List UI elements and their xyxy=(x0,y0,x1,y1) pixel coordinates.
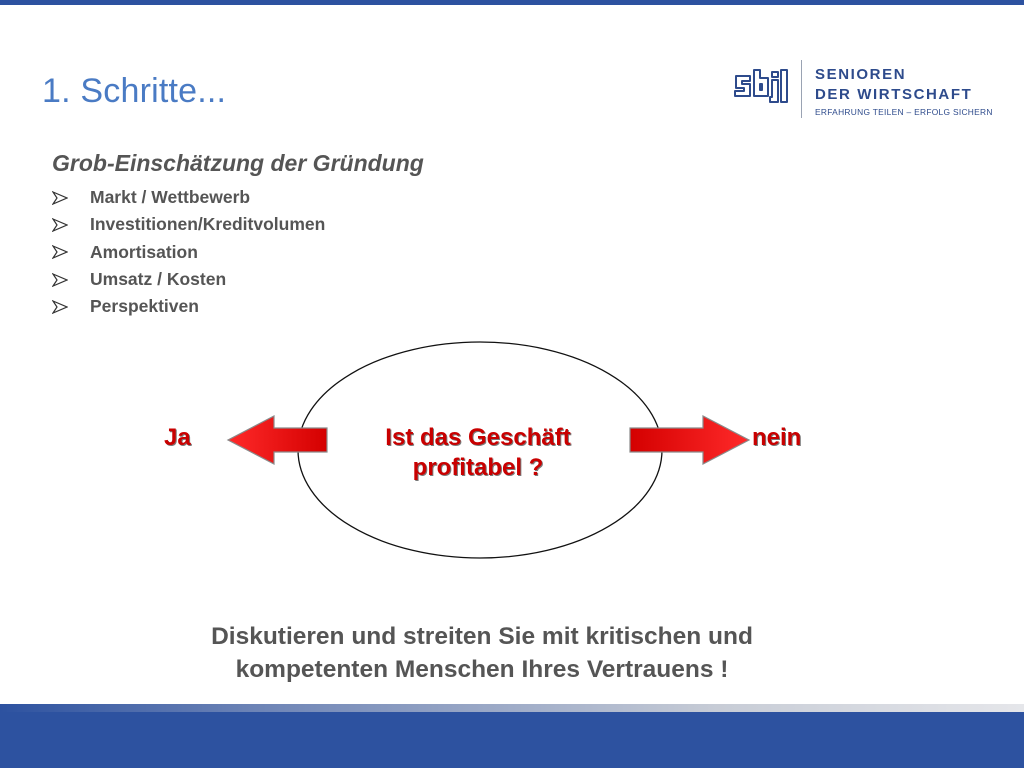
section-heading: Grob-Einschätzung der Gründung xyxy=(52,150,424,176)
bullet-text: Investitionen/Kreditvolumen xyxy=(90,214,326,235)
yes-label: Ja xyxy=(164,424,191,451)
slide-title: 1. Schritte... xyxy=(42,72,227,110)
footer-highlight xyxy=(0,704,1024,712)
no-label: nein xyxy=(752,424,802,451)
bullet-text: Markt / Wettbewerb xyxy=(90,187,251,208)
logo-tagline: ERFAHRUNG TEILEN – ERFOLG SICHERN xyxy=(815,107,993,117)
decision-question: Ist das Geschäft profitabel ? xyxy=(385,424,571,481)
closing-statement: Diskutieren und streiten Sie mit kritischen und kompetenten Menschen Ihres Vertrauens ! xyxy=(211,623,753,683)
logo-line-2: DER WIRTSCHAFT xyxy=(815,86,973,103)
bullet-text: Perspektiven xyxy=(90,296,199,317)
logo-line-1: SENIOREN xyxy=(815,66,907,83)
footer-band xyxy=(0,704,1024,768)
bullet-text: Umsatz / Kosten xyxy=(90,269,227,290)
bullet-text: Amortisation xyxy=(90,241,198,262)
